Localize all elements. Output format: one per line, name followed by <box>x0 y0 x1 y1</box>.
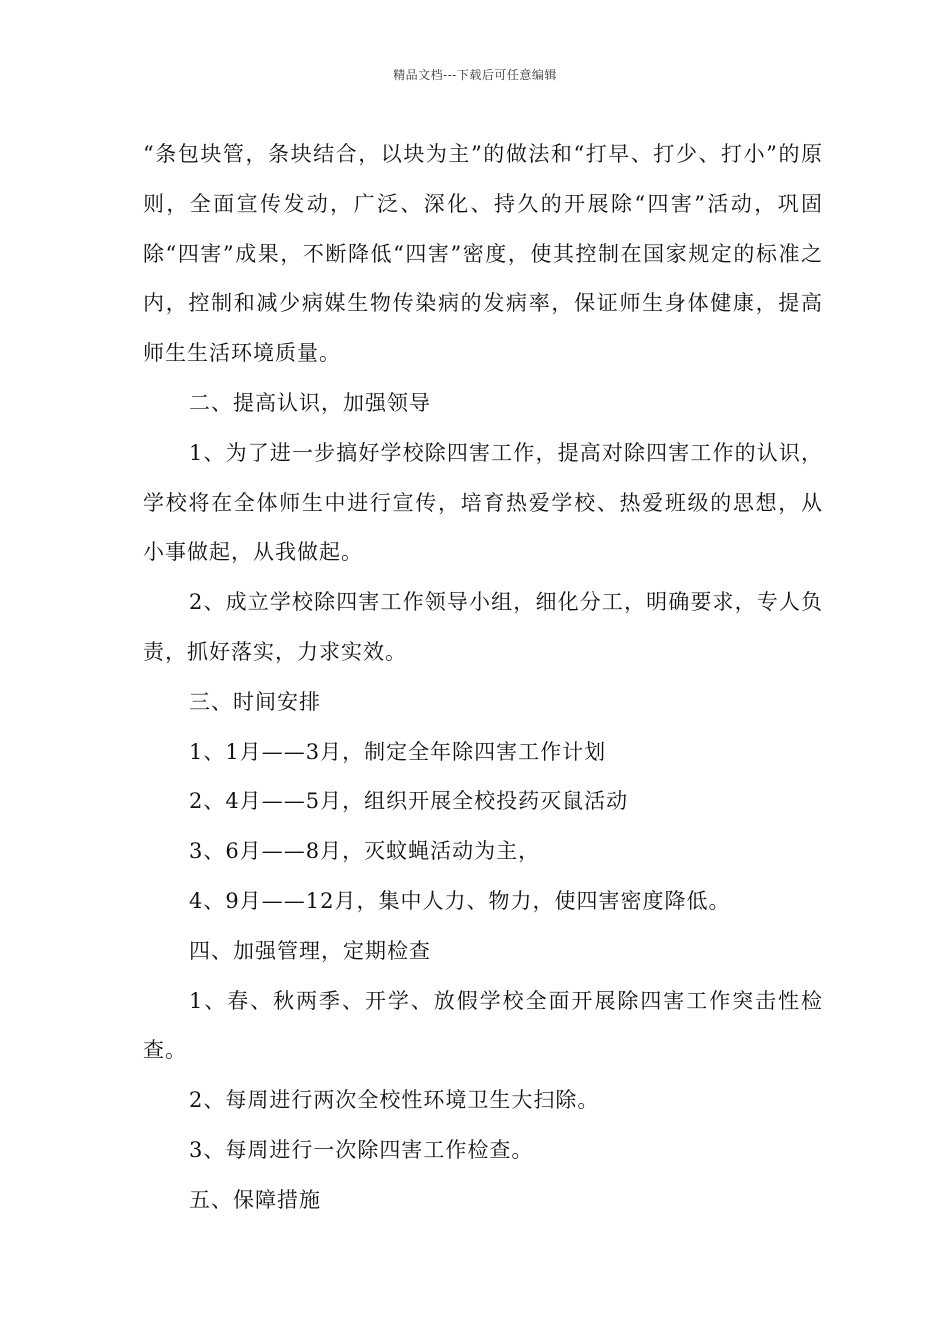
list-item-4-3: 3、每周进行一次除四害工作检查。 <box>189 1137 534 1162</box>
list-item-4-2: 2、每周进行两次全校性环境卫生大扫除。 <box>189 1088 600 1113</box>
list-item-2-1: 1、为了进一步搞好学校除四害工作，提高对除四害工作的认识，学校将在全体师生中进行宣传，培育热爱学校、热爱班级的思想，从小事做起，从我做起。 <box>143 440 823 565</box>
page-header: 精品文档---下载后可任意编辑 <box>393 68 557 82</box>
list-item-4-1: 1、春、秋两季、开学、放假学校全面开展除四害工作突击性检查。 <box>143 988 823 1063</box>
section-heading-4: 四、加强管理，定期检查 <box>189 938 431 963</box>
section-heading-5: 五、保障措施 <box>189 1187 321 1212</box>
list-item-2-2: 2、成立学校除四害工作领导小组，细化分工，明确要求，专人负责，抓好落实，力求实效。 <box>143 590 823 664</box>
list-item-3-2: 2、4月——5月，组织开展全校投药灭鼠活动 <box>189 789 629 814</box>
section-heading-2: 二、提高认识，加强领导 <box>189 390 431 415</box>
list-item-3-1: 1、1月——3月，制定全年除四害工作计划 <box>189 739 607 764</box>
section-heading-3: 三、时间安排 <box>189 689 321 714</box>
paragraph-intro-continuation: “条包块管，条块结合，以块为主”的做法和“打早、打少、打小”的原则，全面宣传发动，广泛、深化、持久的开展除“四害”活动，巩固除“四害”成果，不断降低“四害”密度，使其控制在国家规定的标准之内，控制和减少病媒生物传染病的发病率，保证师生身体健康，提高师生生活环境质量。 <box>143 142 823 366</box>
list-item-3-4: 4、9月——12月，集中人力、物力，使四害密度降低。 <box>189 888 731 913</box>
document-body <box>143 130 823 1226</box>
list-item-3-3: 3、6月——8月，灭蚊蝇活动为主， <box>189 839 541 864</box>
